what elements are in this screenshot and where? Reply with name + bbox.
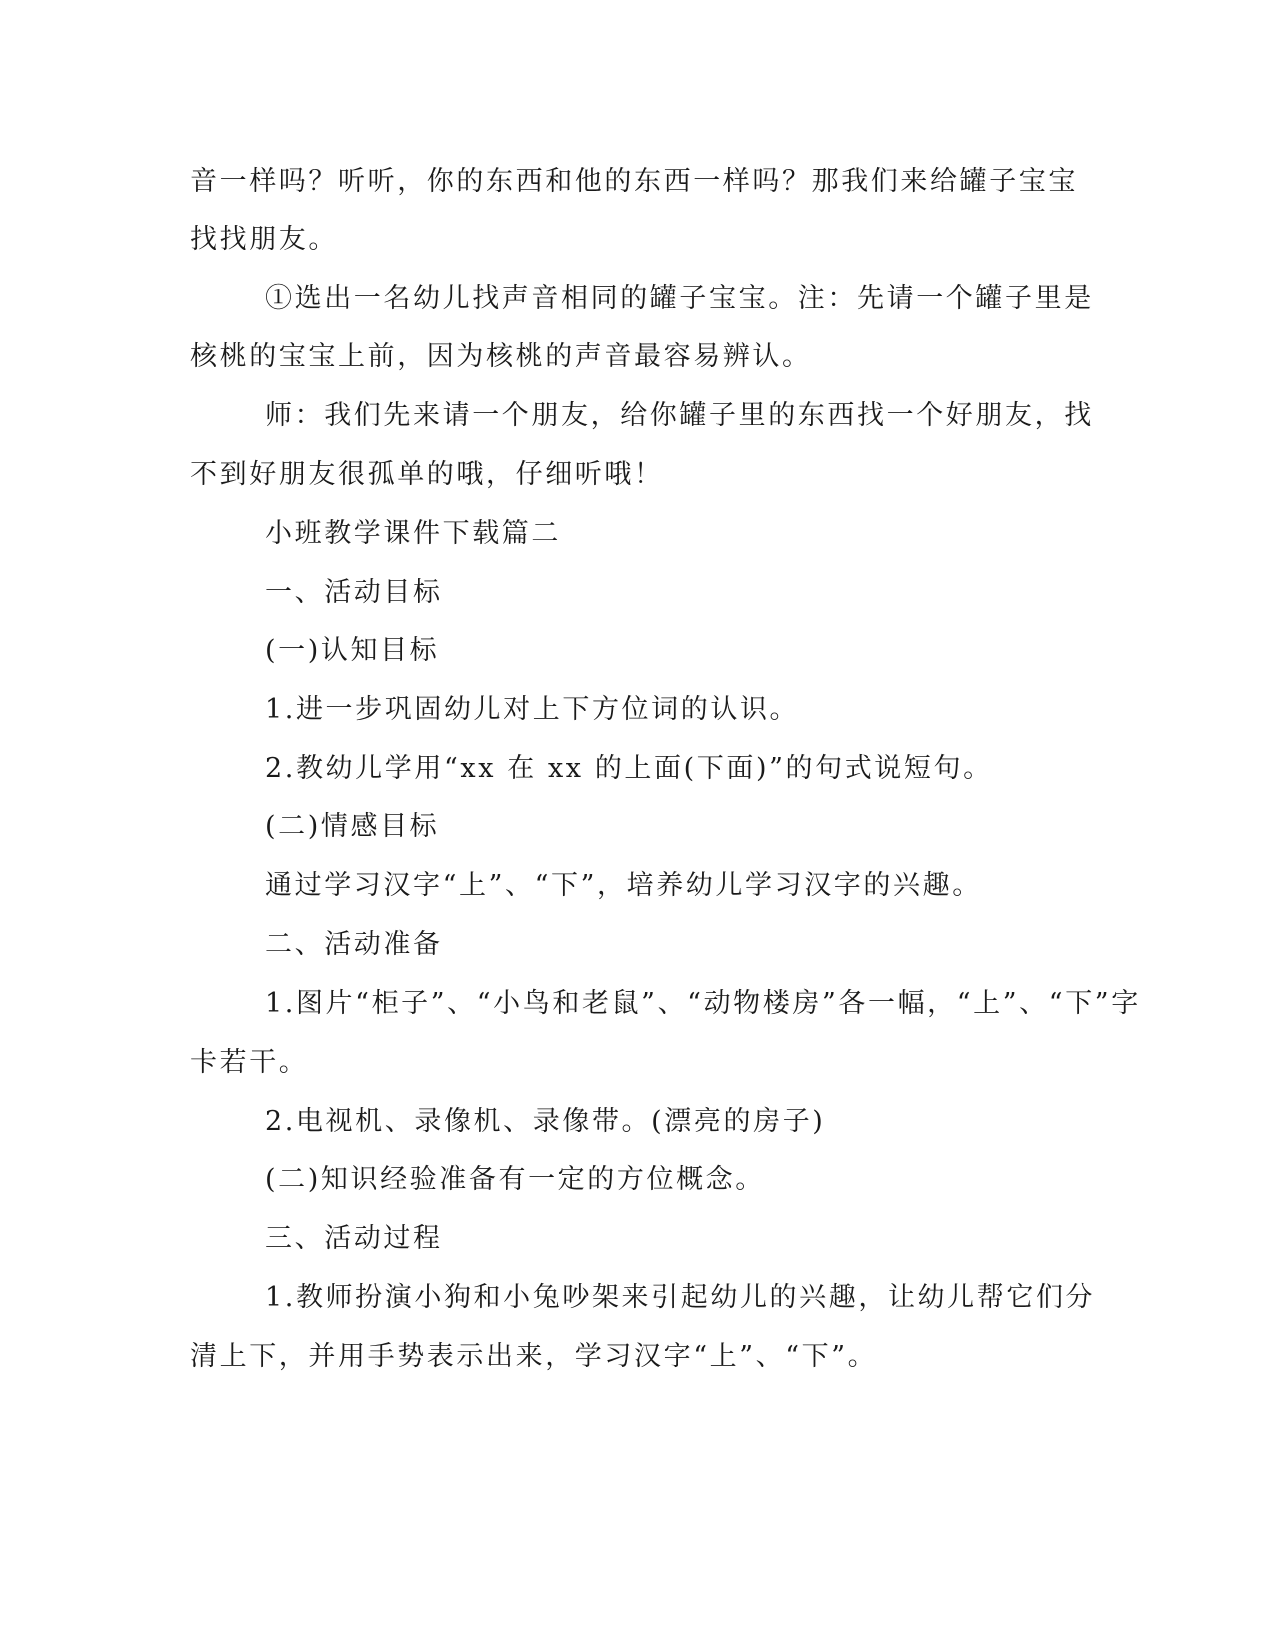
section-heading: 二、活动准备: [265, 929, 443, 960]
list-item: 1.教师扮演小狗和小兔吵架来引起幼儿的兴趣，让幼儿帮它们分: [265, 1282, 1096, 1313]
subsection-heading: (一)认知目标: [265, 635, 440, 666]
paragraph-line: 核桃的宝宝上前，因为核桃的声音最容易辨认。: [190, 341, 812, 372]
list-item: 2.教幼儿学用“xx 在 xx 的上面(下面)”的句式说短句。: [265, 753, 993, 784]
paragraph-line: 师：我们先来请一个朋友，给你罐子里的东西找一个好朋友，找: [265, 400, 1094, 431]
subsection-heading: (二)情感目标: [265, 811, 440, 842]
list-item: 2.电视机、录像机、录像带。(漂亮的房子): [265, 1106, 826, 1137]
paragraph-line: 找找朋友。: [190, 224, 338, 255]
section-heading: 三、活动过程: [265, 1223, 443, 1254]
paragraph-line: ①选出一名幼儿找声音相同的罐子宝宝。注：先请一个罐子里是: [265, 283, 1094, 314]
paragraph-line: 不到好朋友很孤单的哦，仔细听哦！: [190, 459, 664, 490]
list-item: 1.图片“柜子”、“小鸟和老鼠”、“动物楼房”各一幅，“上”、“下”字: [265, 988, 1141, 1019]
section-heading: 小班教学课件下载篇二: [265, 518, 561, 549]
section-heading: 一、活动目标: [265, 577, 443, 608]
paragraph-line: 卡若干。: [190, 1047, 309, 1078]
paragraph-line: 清上下，并用手势表示出来，学习汉字“上”、“下”。: [190, 1341, 878, 1372]
paragraph-line: (二)知识经验准备有一定的方位概念。: [265, 1164, 765, 1195]
paragraph-line: 音一样吗？听听，你的东西和他的东西一样吗？那我们来给罐子宝宝: [190, 166, 1078, 197]
list-item: 1.进一步巩固幼儿对上下方位词的认识。: [265, 694, 800, 725]
paragraph-line: 通过学习汉字“上”、“下”，培养幼儿学习汉字的兴趣。: [265, 870, 982, 901]
